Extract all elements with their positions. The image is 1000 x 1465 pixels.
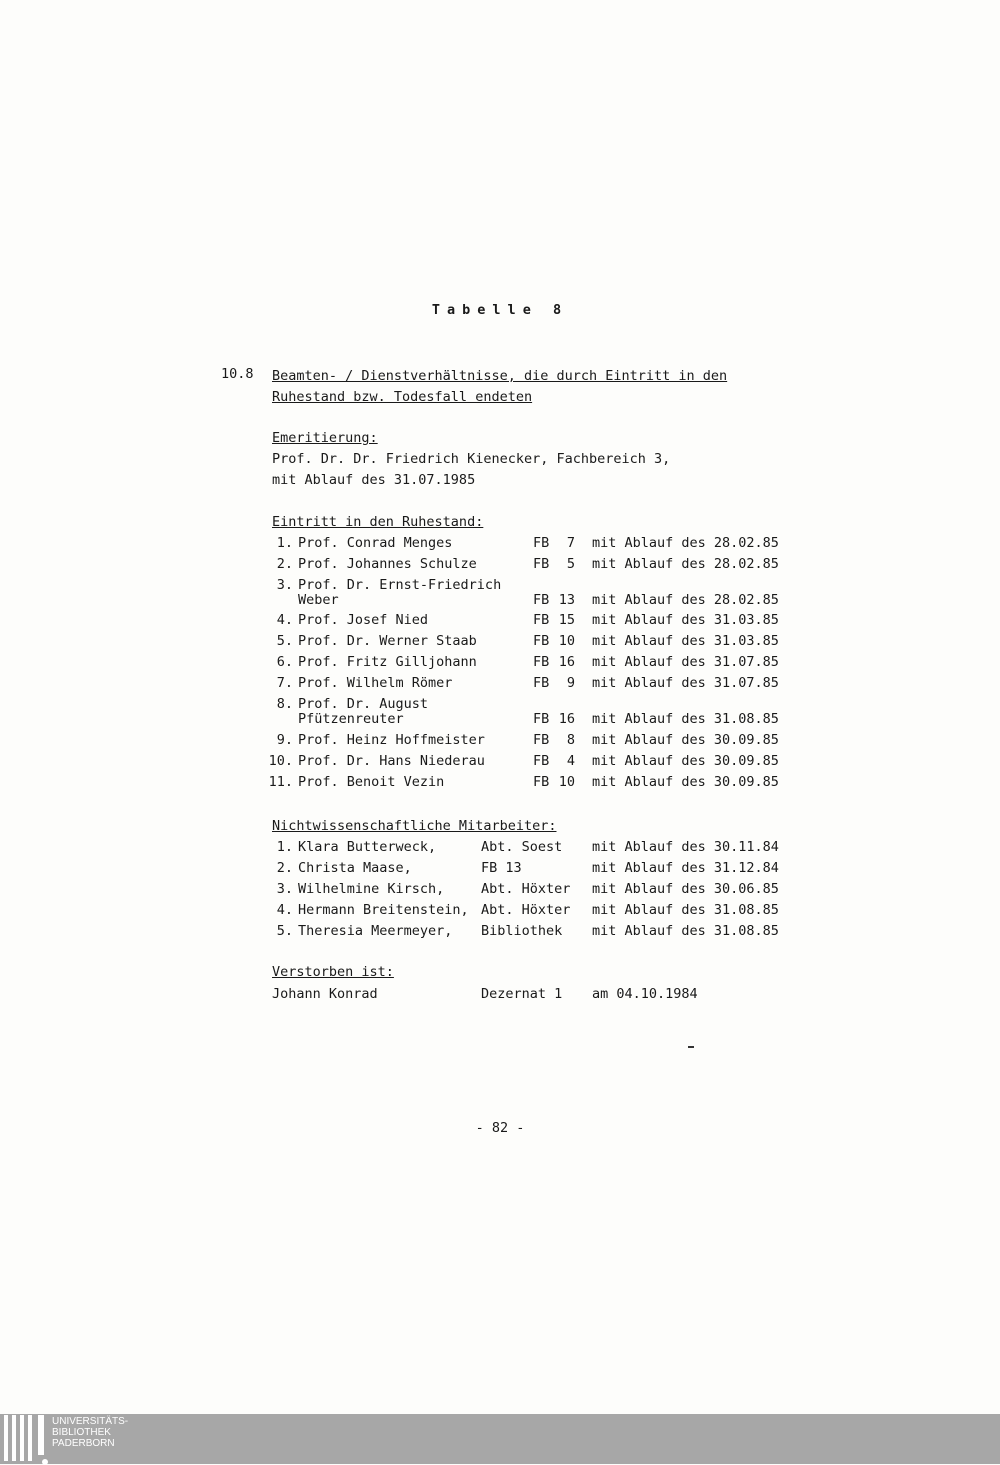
row-number: 4. bbox=[276, 612, 293, 628]
end-date: mit Ablauf des 31.07.85 bbox=[592, 654, 779, 670]
section-title-line1: Beamten- / Dienstverhältnisse, die durch Eintritt in den bbox=[272, 368, 728, 384]
person-name: Hermann Breitenstein, bbox=[298, 902, 469, 918]
fachbereich-label: FB bbox=[533, 774, 550, 790]
fachbereich-label: FB bbox=[533, 592, 550, 608]
section-title-line2: Ruhestand bzw. Todesfall endeten bbox=[272, 389, 533, 405]
person-name: Prof. Conrad Menges bbox=[298, 535, 453, 551]
person-name: Christa Maase, bbox=[298, 860, 412, 876]
row-number: 5. bbox=[276, 633, 293, 649]
fachbereich-label: FB bbox=[533, 711, 550, 727]
fachbereich-label: FB bbox=[533, 633, 550, 649]
verstorben-date: am 04.10.1984 bbox=[592, 986, 698, 1002]
person-name: Prof. Heinz Hoffmeister bbox=[298, 732, 485, 748]
emeritierung-line1: Prof. Dr. Dr. Friedrich Kienecker, Fachbereich 3, bbox=[272, 451, 671, 467]
person-name: Theresia Meermeyer, bbox=[298, 923, 453, 939]
logo-line3: PADERBORN bbox=[52, 1438, 115, 1449]
end-date: mit Ablauf des 31.07.85 bbox=[592, 675, 779, 691]
fachbereich-number: 4 bbox=[566, 753, 575, 769]
fachbereich-number: 10 bbox=[558, 633, 575, 649]
unit-name: Abt. Soest bbox=[481, 839, 563, 855]
section-title bbox=[272, 366, 727, 408]
person-name: Prof. Dr. Hans Niederau bbox=[298, 753, 485, 769]
row-number: 2. bbox=[276, 556, 293, 572]
row-number: 6. bbox=[276, 654, 293, 670]
fachbereich-number: 15 bbox=[558, 612, 575, 628]
library-logo-icon bbox=[4, 1415, 48, 1461]
fachbereich-label: FB bbox=[533, 753, 550, 769]
fachbereich-number: 9 bbox=[566, 675, 575, 691]
end-date: mit Ablauf des 31.08.85 bbox=[592, 902, 779, 918]
library-footer bbox=[0, 1414, 1000, 1464]
fachbereich-label: FB bbox=[533, 535, 550, 551]
row-number: 7. bbox=[276, 675, 293, 691]
person-name: Klara Butterweck, bbox=[298, 839, 437, 855]
logo-line2: BIBLIOTHEK bbox=[52, 1427, 111, 1438]
end-date: mit Ablauf des 30.09.85 bbox=[592, 753, 779, 769]
fachbereich-label: FB bbox=[533, 556, 550, 572]
section-number: 10.8 bbox=[221, 366, 254, 382]
fachbereich-number: 10 bbox=[558, 774, 575, 790]
unit-name: Abt. Höxter bbox=[481, 902, 571, 918]
person-name-cont: Weber bbox=[298, 592, 339, 608]
person-name: Prof. Benoit Vezin bbox=[298, 774, 445, 790]
person-name: Prof. Johannes Schulze bbox=[298, 556, 477, 572]
row-number: 5. bbox=[276, 923, 293, 939]
fachbereich-number: 16 bbox=[558, 711, 575, 727]
person-name: Prof. Dr. Werner Staab bbox=[298, 633, 477, 649]
fachbereich-label: FB bbox=[533, 612, 550, 628]
verstorben-unit: Dezernat 1 bbox=[481, 986, 563, 1002]
emeritierung-heading: Emeritierung: bbox=[272, 430, 378, 446]
end-date: mit Ablauf des 30.11.84 bbox=[592, 839, 779, 855]
fachbereich-label: FB bbox=[533, 675, 550, 691]
person-name: Prof. Fritz Gilljohann bbox=[298, 654, 477, 670]
end-date: mit Ablauf des 31.03.85 bbox=[592, 633, 779, 649]
row-number: 2. bbox=[276, 860, 293, 876]
fachbereich-number: 13 bbox=[558, 592, 575, 608]
unit-name: Bibliothek bbox=[481, 923, 563, 939]
table-title: Tabelle 8 bbox=[431, 302, 569, 318]
person-name: Prof. Dr. Ernst-Friedrich bbox=[298, 577, 502, 593]
end-date: mit Ablauf des 31.12.84 bbox=[592, 860, 779, 876]
end-date: mit Ablauf des 31.08.85 bbox=[592, 923, 779, 939]
end-date: mit Ablauf des 30.06.85 bbox=[592, 881, 779, 897]
row-number: 9. bbox=[276, 732, 293, 748]
person-name: Wilhelmine Kirsch, bbox=[298, 881, 445, 897]
end-date: mit Ablauf des 30.09.85 bbox=[592, 732, 779, 748]
emeritierung-line2: mit Ablauf des 31.07.1985 bbox=[272, 472, 476, 488]
row-number: 1. bbox=[276, 535, 293, 551]
page-number: - 82 - bbox=[475, 1120, 525, 1136]
unit-name: Abt. Höxter bbox=[481, 881, 571, 897]
library-logo-text bbox=[52, 1416, 128, 1449]
person-name-cont: Pfützenreuter bbox=[298, 711, 404, 727]
person-name: Prof. Josef Nied bbox=[298, 612, 429, 628]
end-date: mit Ablauf des 28.02.85 bbox=[592, 535, 779, 551]
row-number: 3. bbox=[276, 881, 293, 897]
row-number: 4. bbox=[276, 902, 293, 918]
fachbereich-number: 7 bbox=[566, 535, 575, 551]
fachbereich-label: FB bbox=[533, 654, 550, 670]
end-date: mit Ablauf des 31.03.85 bbox=[592, 612, 779, 628]
row-number: 3. bbox=[276, 577, 293, 593]
end-date: mit Ablauf des 31.08.85 bbox=[592, 711, 779, 727]
verstorben-name: Johann Konrad bbox=[272, 986, 378, 1002]
row-number: 10. bbox=[268, 753, 293, 769]
stray-mark bbox=[688, 1046, 694, 1048]
fachbereich-number: 16 bbox=[558, 654, 575, 670]
row-number: 11. bbox=[268, 774, 293, 790]
fachbereich-label: FB bbox=[533, 732, 550, 748]
end-date: mit Ablauf des 30.09.85 bbox=[592, 774, 779, 790]
ruhestand-heading: Eintritt in den Ruhestand: bbox=[272, 514, 484, 530]
row-number: 8. bbox=[276, 696, 293, 712]
row-number: 1. bbox=[276, 839, 293, 855]
logo-line1: UNIVERSITÄTS- bbox=[52, 1416, 129, 1427]
fachbereich-number: 5 bbox=[566, 556, 575, 572]
mitarbeiter-heading: Nichtwissenschaftliche Mitarbeiter: bbox=[272, 818, 557, 834]
end-date: mit Ablauf des 28.02.85 bbox=[592, 556, 779, 572]
verstorben-heading: Verstorben ist: bbox=[272, 964, 394, 980]
unit-name: FB 13 bbox=[481, 860, 522, 876]
fachbereich-number: 8 bbox=[566, 732, 575, 748]
person-name: Prof. Dr. August bbox=[298, 696, 429, 712]
person-name: Prof. Wilhelm Römer bbox=[298, 675, 453, 691]
end-date: mit Ablauf des 28.02.85 bbox=[592, 592, 779, 608]
